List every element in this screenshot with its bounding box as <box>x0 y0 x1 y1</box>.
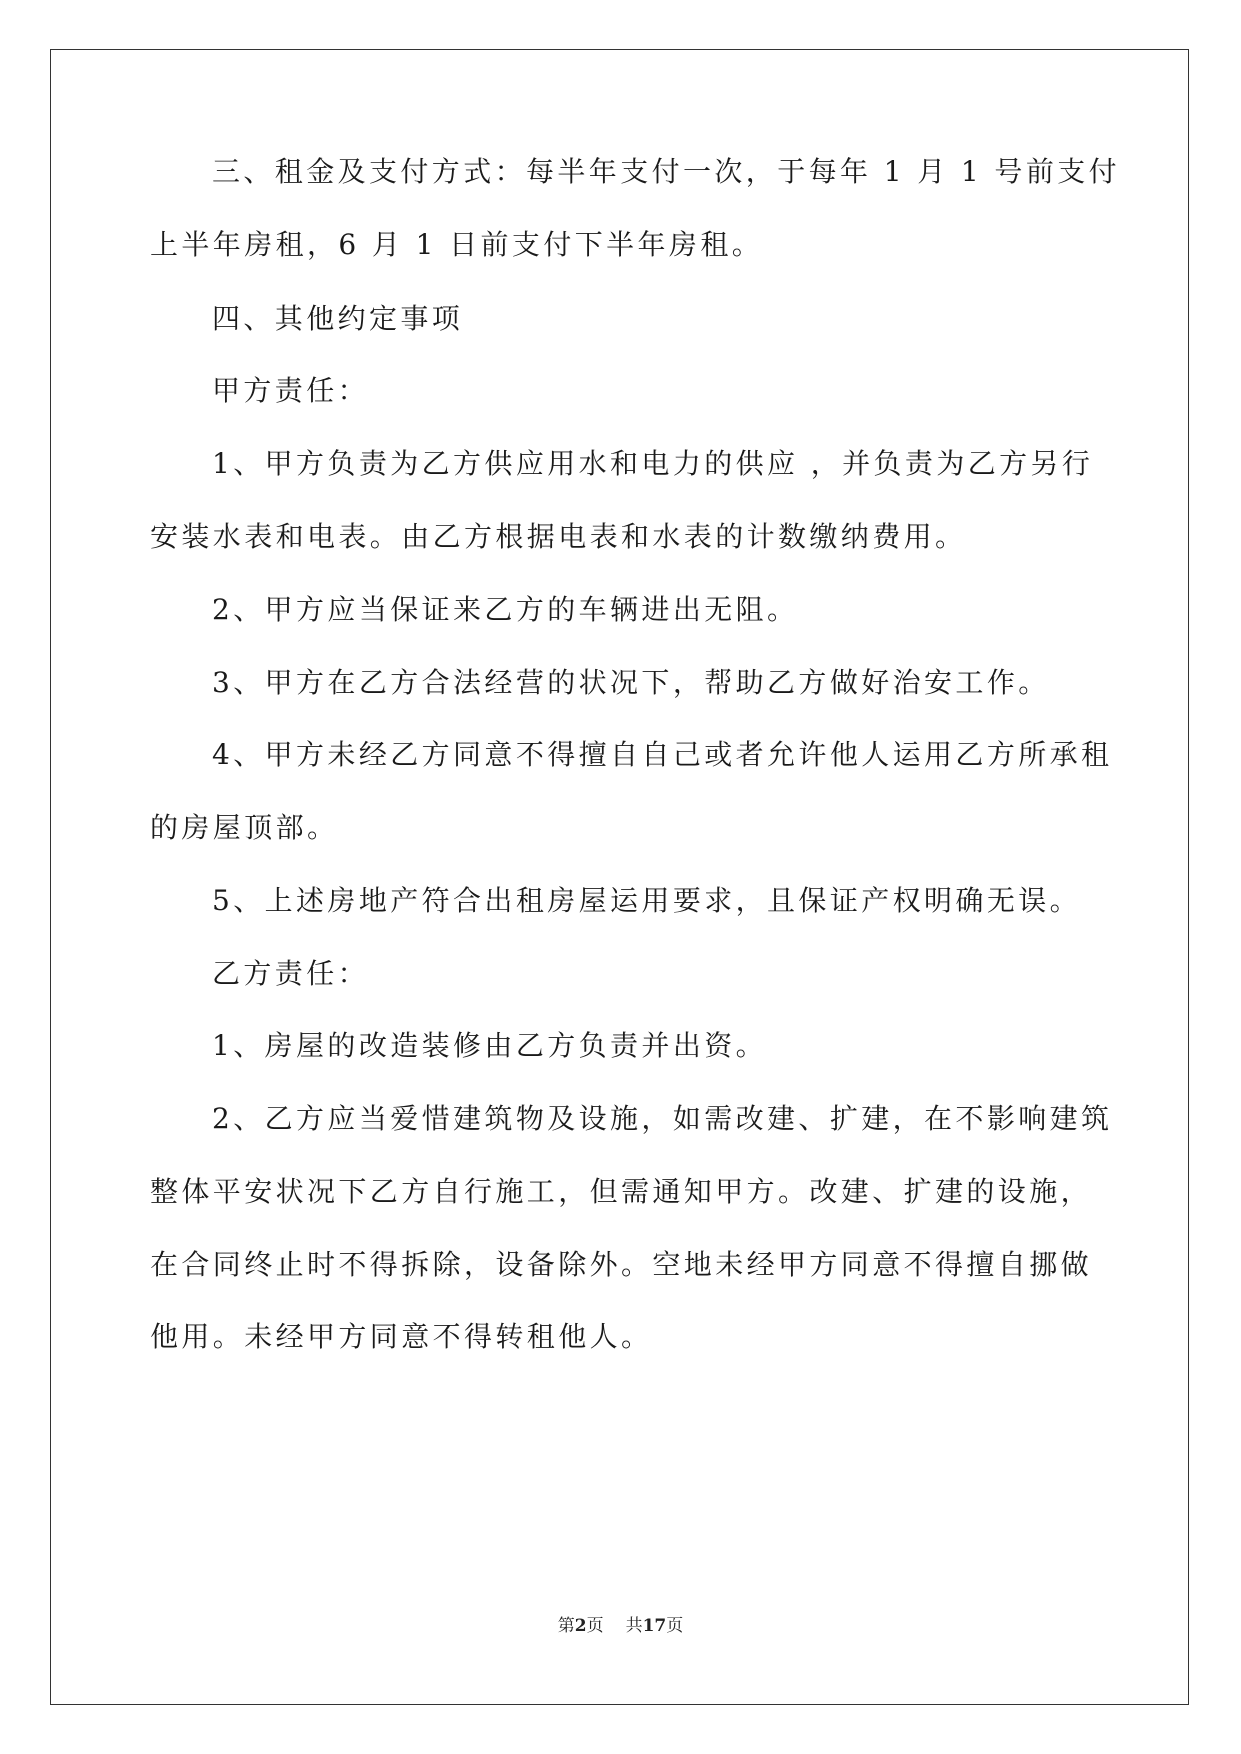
footer-total-prefix: 共 <box>625 1616 643 1636</box>
subsection-heading: 甲方责任： <box>212 374 370 407</box>
paragraph-line: 三、租金及支付方式：每半年支付一次，于每年 1 月 1 号前支付 <box>212 155 1121 188</box>
current-page-number: 2 <box>574 1616 587 1636</box>
section-heading: 四、其他约定事项 <box>212 302 464 335</box>
paragraph-line: 5、上述房地产符合出租房屋运用要求，且保证产权明确无误。 <box>212 884 1082 917</box>
footer-total-unit: 页 <box>666 1616 684 1636</box>
paragraph-line: 的房屋顶部。 <box>150 811 339 844</box>
paragraph-line: 3、甲方在乙方合法经营的状况下，帮助乙方做好治安工作。 <box>212 666 1050 699</box>
paragraph-line: 2、乙方应当爱惜建筑物及设施，如需改建、扩建，在不影响建筑 <box>212 1102 1113 1135</box>
paragraph-line: 1、甲方负责为乙方供应用水和电力的供应 ，并负责为乙方另行 <box>212 447 1094 480</box>
total-page-count: 17 <box>642 1616 667 1636</box>
footer-prefix: 第 <box>557 1616 575 1636</box>
footer-page-unit: 页 <box>586 1616 604 1636</box>
page-border <box>50 49 1189 1705</box>
subsection-heading: 乙方责任： <box>212 957 370 990</box>
paragraph-line: 在合同终止时不得拆除，设备除外。空地未经甲方同意不得擅自挪做 <box>150 1248 1093 1281</box>
page-footer <box>0 1614 1241 1638</box>
paragraph-line: 4、甲方未经乙方同意不得擅自自己或者允许他人运用乙方所承租 <box>212 738 1113 771</box>
paragraph-line: 他用。未经甲方同意不得转租他人。 <box>150 1320 653 1353</box>
paragraph-line: 安装水表和电表。由乙方根据电表和水表的计数缴纳费用。 <box>150 520 967 553</box>
paragraph-line: 上半年房租，6 月 1 日前支付下半年房租。 <box>150 228 764 261</box>
paragraph-line: 1、房屋的改造装修由乙方负责并出资。 <box>212 1029 768 1062</box>
paragraph-line: 2、甲方应当保证来乙方的车辆进出无阻。 <box>212 593 799 626</box>
paragraph-line: 整体平安状况下乙方自行施工，但需通知甲方。改建、扩建的设施， <box>150 1175 1093 1208</box>
